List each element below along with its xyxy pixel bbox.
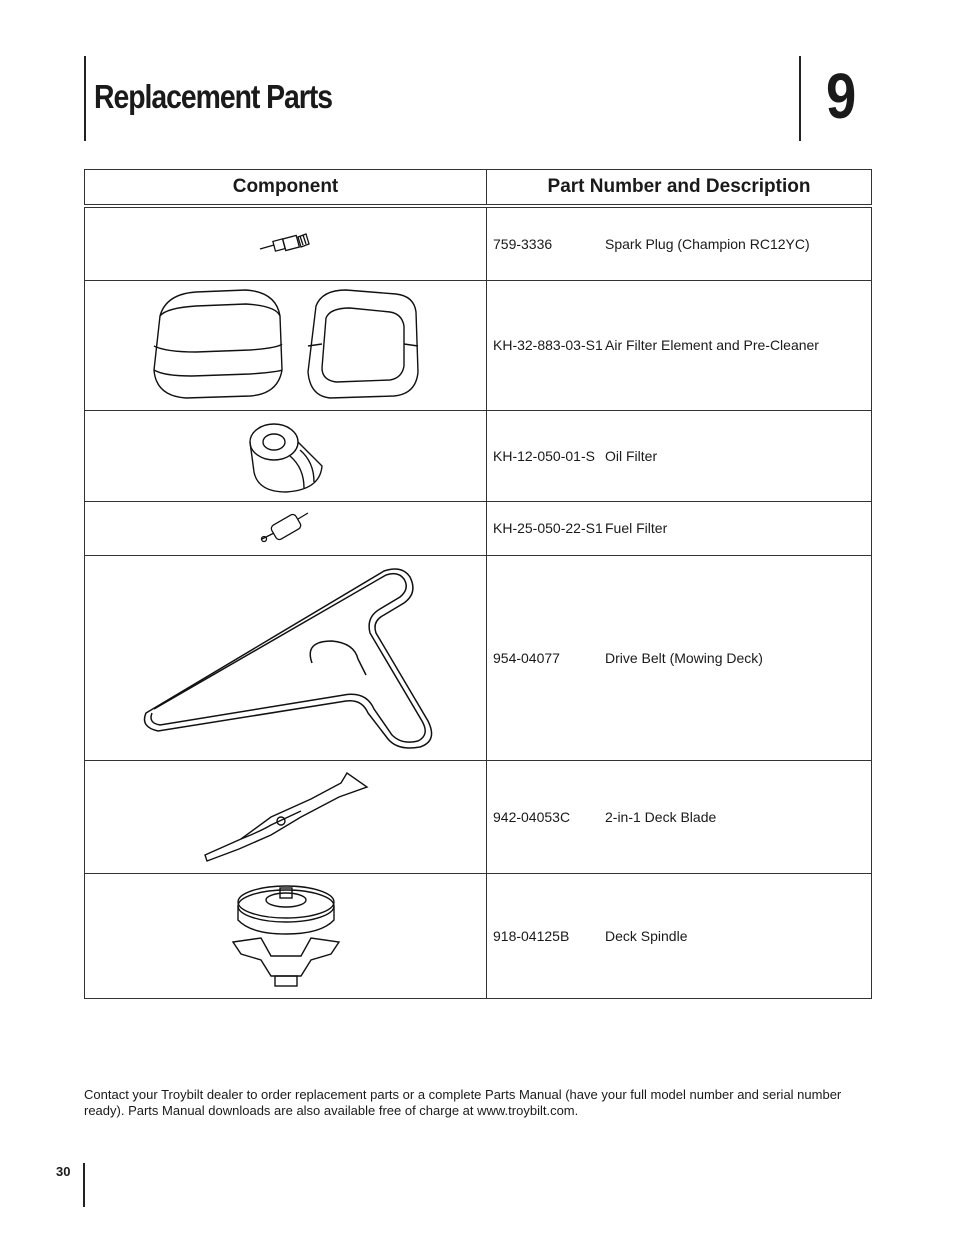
part-description: 2-in-1 Deck Blade [605, 808, 717, 825]
column-header-component: Component [85, 170, 487, 207]
part-number: KH-12-050-01-S [493, 447, 595, 464]
page-title: Replacement Parts [94, 78, 332, 115]
part-number: 942-04053C [493, 808, 571, 825]
part-number: KH-32-883-03-S1 [493, 337, 603, 353]
part-description: Oil Filter [605, 447, 658, 464]
part-description: Deck Spindle [605, 927, 688, 944]
component-cell [85, 280, 487, 410]
part-description: Drive Belt (Mowing Deck) [605, 649, 763, 666]
drive-belt-icon [136, 563, 436, 753]
air-filter-icon [146, 286, 426, 404]
part-cell [487, 501, 872, 555]
component-cell [85, 206, 487, 280]
part-cell [487, 206, 872, 280]
part-cell [487, 280, 872, 410]
title-divider [84, 56, 86, 141]
part-number: 918-04125B [493, 927, 570, 944]
footer-note: Contact your Troybilt dealer to order replacement parts or a complete Parts Manual (have your full model number and serial number ready). Parts Manual downloads are also available free of charge at www.troybilt.com. [84, 1087, 842, 1118]
component-cell [85, 555, 487, 760]
component-cell [85, 873, 487, 998]
oil-filter-icon [244, 416, 328, 496]
table-row [85, 206, 872, 280]
deck-blade-icon [201, 769, 371, 865]
part-description: Air Filter Element and Pre-Cleaner [605, 337, 819, 353]
deck-spindle-icon [231, 880, 341, 992]
part-number: KH-25-050-22-S1 [493, 520, 603, 536]
component-cell [85, 410, 487, 501]
component-cell [85, 760, 487, 873]
table-row [85, 410, 872, 501]
table-row [85, 760, 872, 873]
part-cell [487, 873, 872, 998]
part-cell [487, 760, 872, 873]
table-row [85, 501, 872, 555]
column-header-part-number: Part Number and Description [487, 170, 872, 207]
spark-plug-icon [256, 229, 316, 259]
part-cell [487, 410, 872, 501]
table-header-row [85, 170, 872, 207]
fuel-filter-icon [258, 509, 314, 547]
table-row [85, 555, 872, 760]
table-row [85, 280, 872, 410]
part-number: 759-3336 [493, 235, 553, 252]
page-number: 30 [56, 1164, 71, 1179]
chapter-number: 9 [826, 60, 857, 132]
part-description: Fuel Filter [605, 520, 668, 536]
parts-table [84, 169, 872, 999]
table-row [85, 873, 872, 998]
component-cell [85, 501, 487, 555]
part-number: 954-04077 [493, 649, 560, 666]
chapter-divider [799, 56, 801, 141]
page-number-divider [83, 1163, 85, 1207]
part-cell [487, 555, 872, 760]
part-description: Spark Plug (Champion RC12YC) [605, 235, 810, 252]
